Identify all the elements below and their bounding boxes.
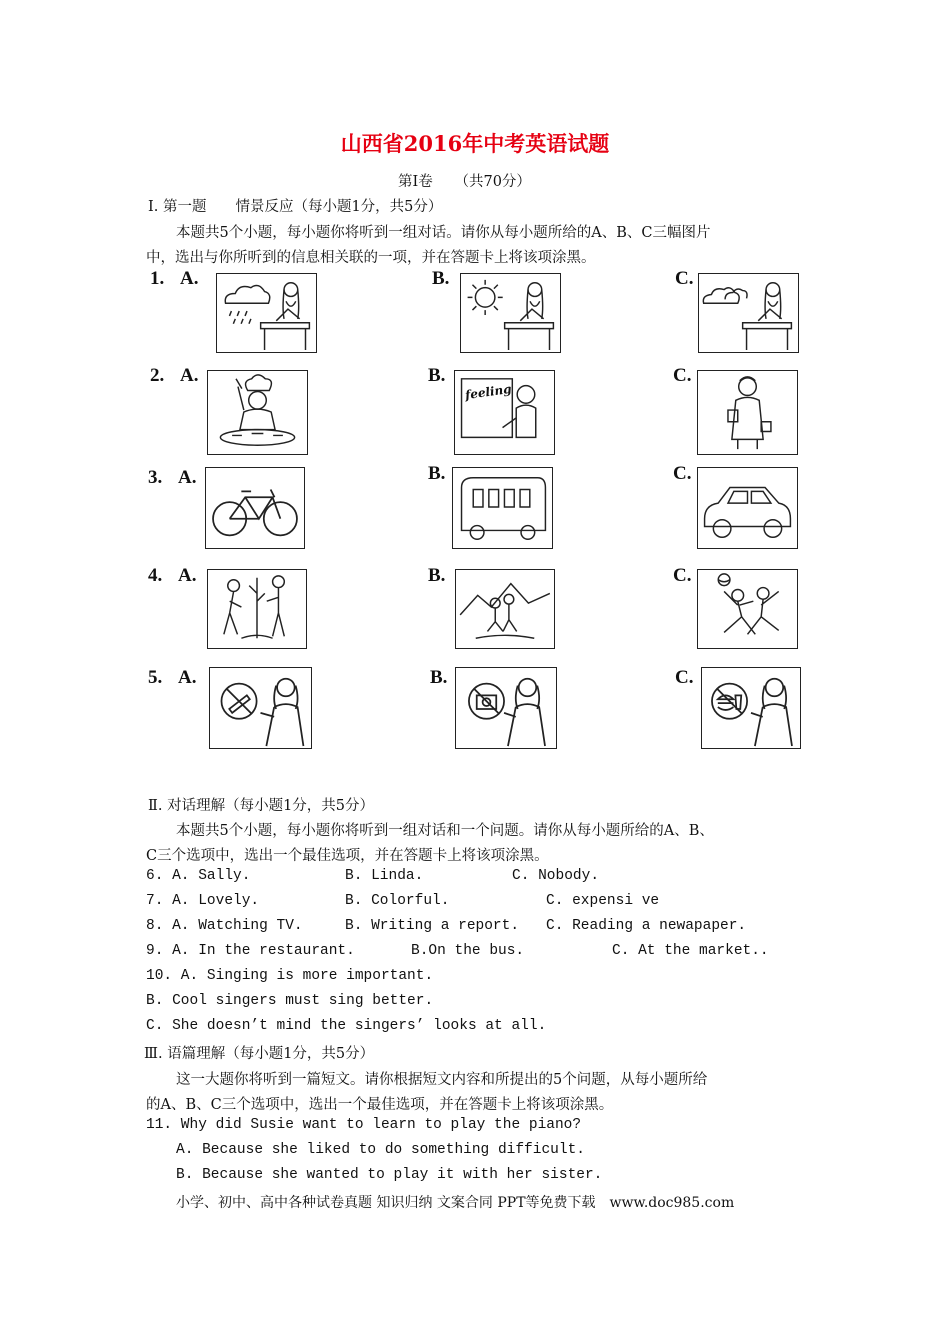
q9-option-b: B.On the bus. <box>411 943 525 959</box>
q7-option-c: C. expensi ve <box>546 893 660 909</box>
q8-option-b: B. Writing a report. <box>345 918 520 934</box>
bicycle-icon[interactable] <box>205 467 305 549</box>
option-label: C. <box>673 565 692 586</box>
question-number-4: 4. <box>148 565 163 586</box>
part1-intro-line1: 本题共5个小题，每小题你将听到一组对话。请你从每小题所给的A、B、C三幅图片 <box>176 225 711 241</box>
no-food-drink-sign-icon[interactable] <box>701 667 801 749</box>
q6-option-a: 6. A. Sally. <box>146 868 251 884</box>
feeling-word: feeling <box>464 381 513 403</box>
option-label: C. <box>673 365 692 386</box>
q8-option-a: 8. A. Watching TV. <box>146 918 303 934</box>
doctor-icon[interactable] <box>697 370 798 455</box>
part1-heading: Ⅰ. 第一题 情景反应（每小题1分，共5分） <box>148 199 443 215</box>
no-smoking-sign-icon[interactable] <box>209 667 312 749</box>
q10-option-c: C. She doesn’t mind the singers’ looks at all. <box>146 1018 547 1034</box>
option-label: B. <box>430 667 448 688</box>
q9-option-c: C. At the market.. <box>612 943 769 959</box>
rain-cloud-writing-girl-icon[interactable] <box>216 273 317 353</box>
option-label: A. <box>178 667 197 688</box>
q11-option-b: B. Because she wanted to play it with her sister. <box>176 1167 603 1183</box>
car-icon[interactable] <box>697 467 798 549</box>
page-title: 山西省2016年中考英语试题 <box>340 131 610 156</box>
q11-question: 11. Why did Susie want to learn to play the piano? <box>146 1117 582 1133</box>
planting-trees-icon[interactable] <box>207 569 307 649</box>
q10-option-b: B. Cool singers must sing better. <box>146 993 434 1009</box>
q7-option-b: B. Colorful. <box>345 893 450 909</box>
part2-intro-line2: C三个选项中，选出一个最佳选项，并在答题卡上将该项涂黑。 <box>146 848 549 864</box>
q8-option-c: C. Reading a newapaper. <box>546 918 747 934</box>
teacher-blackboard-icon[interactable] <box>454 370 555 455</box>
option-label: B. <box>428 365 446 386</box>
climbing-mountain-icon[interactable] <box>455 569 555 649</box>
option-label: C. <box>675 268 694 289</box>
q10-option-a: 10. A. Singing is more important. <box>146 968 434 984</box>
option-label: B. <box>428 565 446 586</box>
question-number-1: 1. <box>150 268 165 289</box>
question-number-3: 3. <box>148 467 163 488</box>
part3-intro-line2: 的A、B、C三个选项中，选出一个最佳选项，并在答题卡上将该项涂黑。 <box>146 1097 614 1113</box>
clouds-writing-girl-icon[interactable] <box>698 273 799 353</box>
chef-icon[interactable] <box>207 370 308 455</box>
option-label: A. <box>178 565 197 586</box>
q6-option-b: B. Linda. <box>345 868 424 884</box>
option-label: B. <box>428 463 446 484</box>
q11-option-a: A. Because she liked to do something difficult. <box>176 1142 585 1158</box>
playing-ball-icon[interactable] <box>697 569 798 649</box>
part2-intro-line1: 本题共5个小题，每小题你将听到一组对话和一个问题。请你从每小题所给的A、B、 <box>176 823 714 839</box>
option-label: A. <box>180 268 199 289</box>
q7-option-a: 7. A. Lovely. <box>146 893 260 909</box>
q6-option-c: C. Nobody. <box>512 868 600 884</box>
question-number-2: 2. <box>150 365 165 386</box>
footer-text: 小学、初中、高中各种试卷真题 知识归纳 文案合同 PPT等免费下载 www.doc985.com <box>176 1195 735 1211</box>
option-label: A. <box>178 467 197 488</box>
question-number-5: 5. <box>148 667 163 688</box>
bus-icon[interactable] <box>452 467 553 549</box>
q9-option-a: 9. A. In the restaurant. <box>146 943 355 959</box>
part1-intro-line2: 中，选出与你所听到的信息相关联的一项，并在答题卡上将该项涂黑。 <box>146 250 596 266</box>
option-label: B. <box>432 268 450 289</box>
part2-heading: Ⅱ. 对话理解（每小题1分，共5分） <box>148 798 375 814</box>
part3-heading: Ⅲ. 语篇理解（每小题1分，共5分） <box>144 1046 375 1062</box>
option-label: C. <box>673 463 692 484</box>
option-label: A. <box>180 365 199 386</box>
volume-heading: 第Ⅰ卷 （共70分） <box>398 174 531 190</box>
no-photos-sign-icon[interactable] <box>455 667 557 749</box>
part3-intro-line1: 这一大题你将听到一篇短文。请你根据短文内容和所提出的5个问题，从每小题所给 <box>176 1072 708 1088</box>
sun-writing-girl-icon[interactable] <box>460 273 561 353</box>
option-label: C. <box>675 667 694 688</box>
